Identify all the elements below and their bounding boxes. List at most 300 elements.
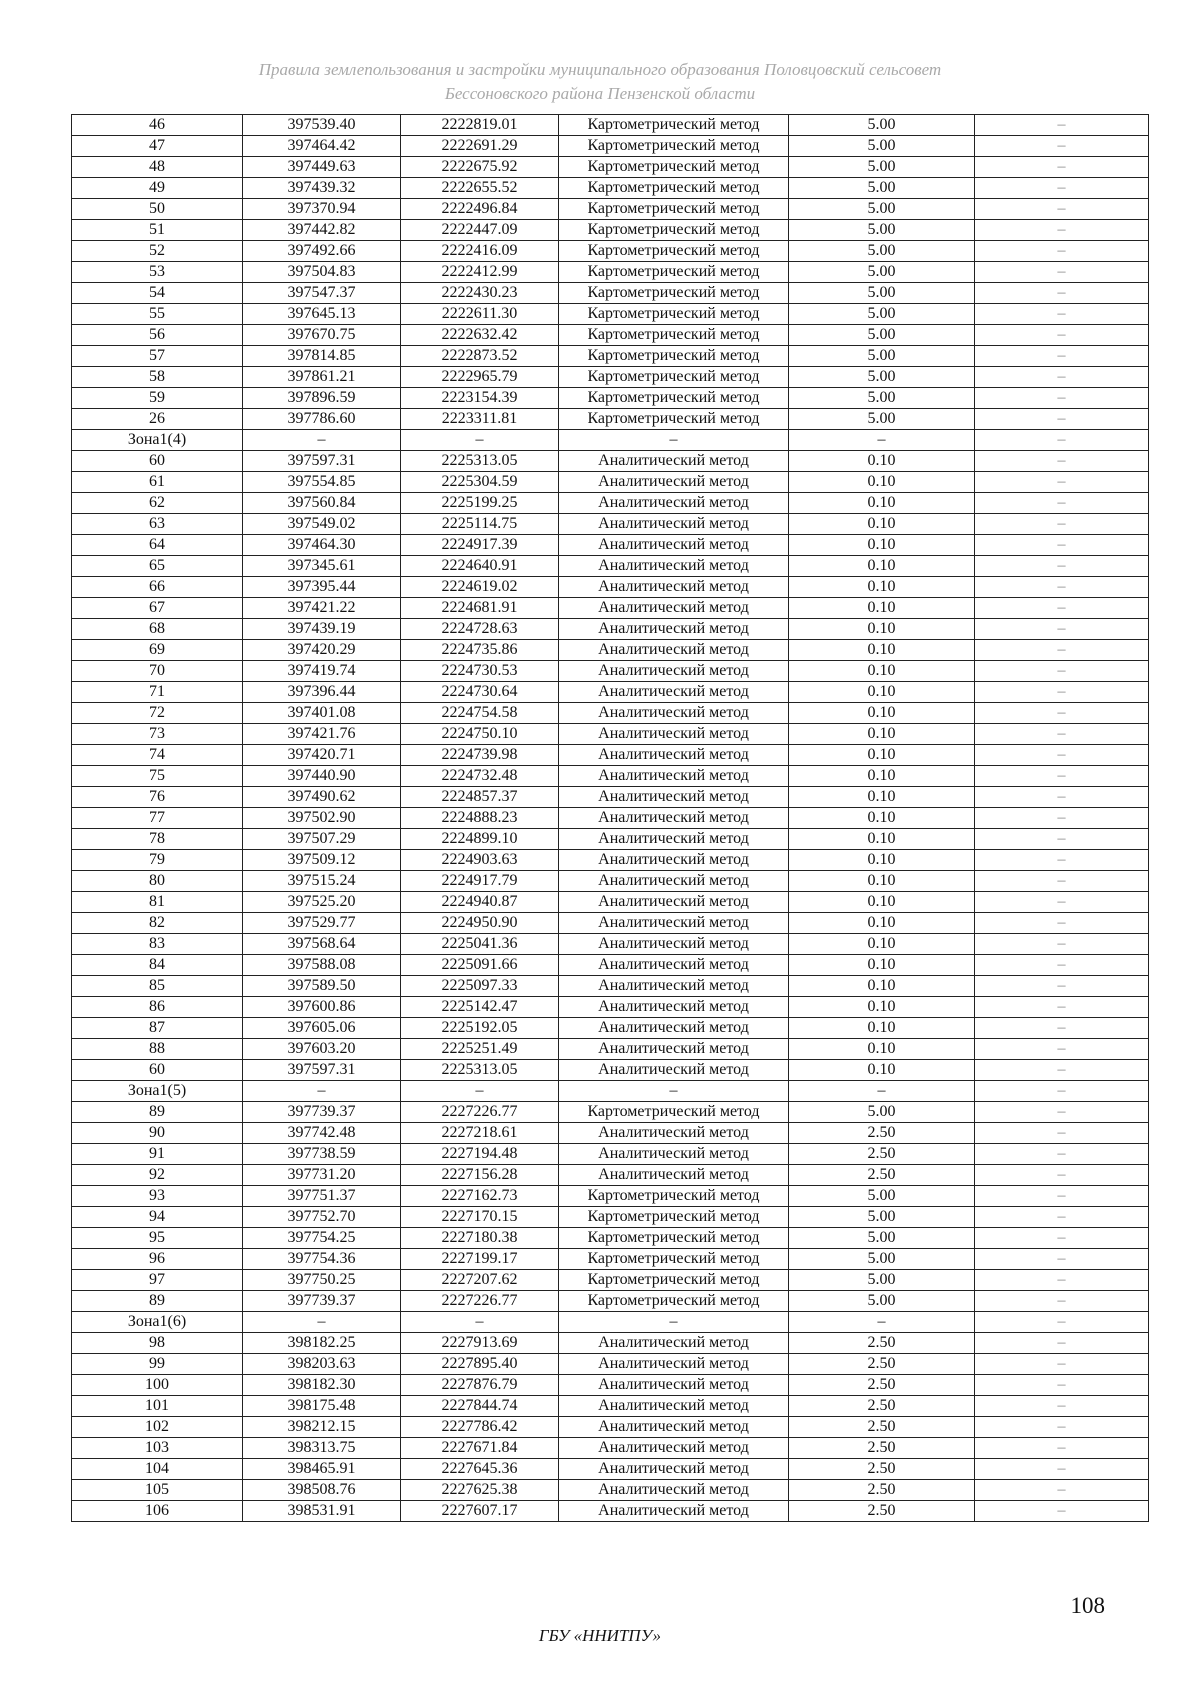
cell-accuracy: 0.10 [789, 745, 975, 766]
cell-x-coordinate: 397600.86 [243, 997, 401, 1018]
cell-method: Аналитический метод [559, 829, 789, 850]
cell-x-coordinate: 397502.90 [243, 808, 401, 829]
cell-note: – [975, 913, 1149, 934]
table-row [72, 367, 1149, 388]
table-row [72, 976, 1149, 997]
header-line-1: Правила землепользования и застройки муниципального образования Половцовский сельсовет [258, 60, 942, 79]
cell-method: Аналитический метод [559, 577, 789, 598]
cell-y-coordinate: 2222691.29 [401, 136, 559, 157]
cell-note: – [975, 388, 1149, 409]
table-row [72, 157, 1149, 178]
cell-note: – [975, 115, 1149, 136]
cell-x-coordinate: 397401.08 [243, 703, 401, 724]
cell-method: Аналитический метод [559, 766, 789, 787]
cell-accuracy: 5.00 [789, 346, 975, 367]
cell-note: – [975, 1270, 1149, 1291]
table-row [72, 1501, 1149, 1522]
cell-method: Аналитический метод [559, 871, 789, 892]
cell-note: – [975, 157, 1149, 178]
cell-y-coordinate: 2224730.53 [401, 661, 559, 682]
table-row [72, 640, 1149, 661]
cell-accuracy: 0.10 [789, 787, 975, 808]
cell-point-number: 53 [72, 262, 243, 283]
cell-note: – [975, 703, 1149, 724]
cell-method: Аналитический метод [559, 808, 789, 829]
cell-y-coordinate: 2224640.91 [401, 556, 559, 577]
table-row [72, 346, 1149, 367]
cell-note: – [975, 304, 1149, 325]
cell-x-coordinate: 397420.29 [243, 640, 401, 661]
cell-y-coordinate: 2225304.59 [401, 472, 559, 493]
cell-x-coordinate: – [243, 1312, 401, 1333]
cell-x-coordinate: 398175.48 [243, 1396, 401, 1417]
cell-method: Картометрический метод [559, 1249, 789, 1270]
cell-point-number: 91 [72, 1144, 243, 1165]
cell-note: – [975, 556, 1149, 577]
cell-x-coordinate: 397439.19 [243, 619, 401, 640]
cell-x-coordinate: 397420.71 [243, 745, 401, 766]
cell-x-coordinate: 397529.77 [243, 913, 401, 934]
cell-point-number: 48 [72, 157, 243, 178]
cell-method: Аналитический метод [559, 493, 789, 514]
cell-x-coordinate: 397395.44 [243, 577, 401, 598]
cell-point-number: 84 [72, 955, 243, 976]
cell-y-coordinate: 2225313.05 [401, 1060, 559, 1081]
cell-method: Картометрический метод [559, 1207, 789, 1228]
cell-note: – [975, 430, 1149, 451]
cell-x-coordinate: 397731.20 [243, 1165, 401, 1186]
cell-x-coordinate: 397554.85 [243, 472, 401, 493]
cell-method: Картометрический метод [559, 1186, 789, 1207]
cell-x-coordinate: 398465.91 [243, 1459, 401, 1480]
cell-accuracy: 0.10 [789, 808, 975, 829]
cell-method: Аналитический метод [559, 703, 789, 724]
cell-x-coordinate: 398508.76 [243, 1480, 401, 1501]
cell-x-coordinate: 397345.61 [243, 556, 401, 577]
cell-accuracy: 5.00 [789, 283, 975, 304]
cell-x-coordinate: 397515.24 [243, 871, 401, 892]
cell-point-number: 105 [72, 1480, 243, 1501]
cell-point-number: 78 [72, 829, 243, 850]
cell-x-coordinate: 397814.85 [243, 346, 401, 367]
cell-method: Аналитический метод [559, 745, 789, 766]
cell-x-coordinate: 397751.37 [243, 1186, 401, 1207]
cell-method: Аналитический метод [559, 934, 789, 955]
table-row [72, 136, 1149, 157]
cell-note: – [975, 514, 1149, 535]
table-row [72, 892, 1149, 913]
cell-point-number: 90 [72, 1123, 243, 1144]
cell-x-coordinate: 397786.60 [243, 409, 401, 430]
cell-y-coordinate: 2224750.10 [401, 724, 559, 745]
cell-point-number: 77 [72, 808, 243, 829]
cell-y-coordinate: 2222965.79 [401, 367, 559, 388]
cell-x-coordinate: 397507.29 [243, 829, 401, 850]
table-row [72, 1081, 1149, 1102]
cell-x-coordinate: 397754.36 [243, 1249, 401, 1270]
cell-y-coordinate: 2224732.48 [401, 766, 559, 787]
table-row [72, 178, 1149, 199]
cell-point-number: Зона1(4) [72, 430, 243, 451]
cell-method: Аналитический метод [559, 997, 789, 1018]
cell-note: – [975, 598, 1149, 619]
cell-accuracy: 5.00 [789, 1228, 975, 1249]
cell-note: – [975, 1312, 1149, 1333]
cell-accuracy: 0.10 [789, 661, 975, 682]
cell-accuracy: 5.00 [789, 388, 975, 409]
table-row [72, 850, 1149, 871]
cell-note: – [975, 934, 1149, 955]
cell-y-coordinate: 2227786.42 [401, 1417, 559, 1438]
cell-accuracy: 0.10 [789, 451, 975, 472]
cell-x-coordinate: 397370.94 [243, 199, 401, 220]
cell-note: – [975, 1123, 1149, 1144]
cell-point-number: Зона1(5) [72, 1081, 243, 1102]
cell-accuracy: 5.00 [789, 1186, 975, 1207]
cell-note: – [975, 640, 1149, 661]
cell-note: – [975, 1144, 1149, 1165]
cell-point-number: 76 [72, 787, 243, 808]
cell-y-coordinate: 2227671.84 [401, 1438, 559, 1459]
cell-point-number: 54 [72, 283, 243, 304]
cell-x-coordinate: 398531.91 [243, 1501, 401, 1522]
cell-x-coordinate: 398182.25 [243, 1333, 401, 1354]
table-row [72, 1123, 1149, 1144]
cell-point-number: 26 [72, 409, 243, 430]
cell-x-coordinate: 397752.70 [243, 1207, 401, 1228]
table-row [72, 262, 1149, 283]
cell-accuracy: 0.10 [789, 1060, 975, 1081]
cell-method: Аналитический метод [559, 787, 789, 808]
cell-note: – [975, 451, 1149, 472]
cell-note: – [975, 1207, 1149, 1228]
cell-x-coordinate: 398182.30 [243, 1375, 401, 1396]
cell-point-number: 74 [72, 745, 243, 766]
cell-point-number: 46 [72, 115, 243, 136]
cell-method: Аналитический метод [559, 850, 789, 871]
cell-accuracy: 2.50 [789, 1438, 975, 1459]
cell-y-coordinate: 2227226.77 [401, 1291, 559, 1312]
cell-y-coordinate: 2224730.64 [401, 682, 559, 703]
table-row [72, 766, 1149, 787]
cell-method: Аналитический метод [559, 976, 789, 997]
table-row [72, 577, 1149, 598]
cell-note: – [975, 283, 1149, 304]
table-row [72, 871, 1149, 892]
cell-point-number: 52 [72, 241, 243, 262]
cell-x-coordinate: 397861.21 [243, 367, 401, 388]
table-row [72, 493, 1149, 514]
cell-x-coordinate: 397440.90 [243, 766, 401, 787]
cell-accuracy: 0.10 [789, 1018, 975, 1039]
cell-method: Картометрический метод [559, 115, 789, 136]
cell-point-number: 57 [72, 346, 243, 367]
cell-method: Аналитический метод [559, 1123, 789, 1144]
table-row [72, 745, 1149, 766]
cell-y-coordinate: – [401, 430, 559, 451]
cell-point-number: 69 [72, 640, 243, 661]
cell-x-coordinate: 397896.59 [243, 388, 401, 409]
cell-point-number: 92 [72, 1165, 243, 1186]
cell-point-number: 81 [72, 892, 243, 913]
table-row [72, 724, 1149, 745]
cell-point-number: 83 [72, 934, 243, 955]
cell-accuracy: 0.10 [789, 514, 975, 535]
cell-accuracy: 0.10 [789, 829, 975, 850]
cell-point-number: 87 [72, 1018, 243, 1039]
table-row [72, 1396, 1149, 1417]
cell-note: – [975, 976, 1149, 997]
cell-method: Картометрический метод [559, 178, 789, 199]
cell-accuracy: 0.10 [789, 682, 975, 703]
cell-x-coordinate: 397589.50 [243, 976, 401, 997]
cell-y-coordinate: 2222447.09 [401, 220, 559, 241]
cell-accuracy: 0.10 [789, 1039, 975, 1060]
cell-x-coordinate: 397754.25 [243, 1228, 401, 1249]
cell-accuracy: 0.10 [789, 703, 975, 724]
cell-note: – [975, 766, 1149, 787]
cell-x-coordinate: 397547.37 [243, 283, 401, 304]
cell-method: Картометрический метод [559, 262, 789, 283]
cell-y-coordinate: 2225142.47 [401, 997, 559, 1018]
cell-y-coordinate: 2222873.52 [401, 346, 559, 367]
cell-accuracy: 0.10 [789, 472, 975, 493]
cell-point-number: 79 [72, 850, 243, 871]
cell-note: – [975, 661, 1149, 682]
cell-method: Картометрический метод [559, 241, 789, 262]
cell-x-coordinate: 397421.76 [243, 724, 401, 745]
table-row [72, 1144, 1149, 1165]
cell-accuracy: 2.50 [789, 1501, 975, 1522]
cell-method: Картометрический метод [559, 1270, 789, 1291]
cell-method: Аналитический метод [559, 640, 789, 661]
cell-method: Аналитический метод [559, 892, 789, 913]
cell-point-number: 65 [72, 556, 243, 577]
table-row [72, 1354, 1149, 1375]
cell-note: – [975, 997, 1149, 1018]
cell-accuracy: 5.00 [789, 1102, 975, 1123]
cell-method: Аналитический метод [559, 724, 789, 745]
cell-y-coordinate: 2222416.09 [401, 241, 559, 262]
cell-point-number: 95 [72, 1228, 243, 1249]
cell-x-coordinate: 397421.22 [243, 598, 401, 619]
cell-y-coordinate: 2227180.38 [401, 1228, 559, 1249]
cell-note: – [975, 1165, 1149, 1186]
table-row [72, 535, 1149, 556]
page-header [0, 58, 1200, 106]
table-row [72, 1186, 1149, 1207]
cell-y-coordinate: 2225097.33 [401, 976, 559, 997]
cell-x-coordinate: – [243, 1081, 401, 1102]
cell-accuracy: 5.00 [789, 1291, 975, 1312]
cell-point-number: 103 [72, 1438, 243, 1459]
cell-y-coordinate: 2225114.75 [401, 514, 559, 535]
cell-y-coordinate: 2224681.91 [401, 598, 559, 619]
table-row [72, 1060, 1149, 1081]
cell-method: Аналитический метод [559, 1144, 789, 1165]
cell-point-number: 50 [72, 199, 243, 220]
table-row [72, 1438, 1149, 1459]
cell-x-coordinate: 397490.62 [243, 787, 401, 808]
cell-point-number: 67 [72, 598, 243, 619]
cell-note: – [975, 262, 1149, 283]
table-row [72, 1417, 1149, 1438]
cell-point-number: 51 [72, 220, 243, 241]
cell-y-coordinate: 2224950.90 [401, 913, 559, 934]
cell-x-coordinate: 397464.42 [243, 136, 401, 157]
cell-accuracy: 2.50 [789, 1480, 975, 1501]
cell-y-coordinate: 2224735.86 [401, 640, 559, 661]
cell-point-number: 82 [72, 913, 243, 934]
cell-method: Картометрический метод [559, 1291, 789, 1312]
cell-accuracy: 0.10 [789, 934, 975, 955]
cell-method: Аналитический метод [559, 472, 789, 493]
cell-y-coordinate: 2224888.23 [401, 808, 559, 829]
cell-accuracy: 0.10 [789, 619, 975, 640]
cell-method: Аналитический метод [559, 1060, 789, 1081]
cell-y-coordinate: 2224899.10 [401, 829, 559, 850]
cell-point-number: 100 [72, 1375, 243, 1396]
cell-accuracy: 5.00 [789, 262, 975, 283]
cell-note: – [975, 346, 1149, 367]
cell-y-coordinate: 2222655.52 [401, 178, 559, 199]
cell-note: – [975, 1375, 1149, 1396]
cell-x-coordinate: 397588.08 [243, 955, 401, 976]
cell-note: – [975, 535, 1149, 556]
cell-point-number: 101 [72, 1396, 243, 1417]
cell-accuracy: 0.10 [789, 640, 975, 661]
cell-x-coordinate: 397539.40 [243, 115, 401, 136]
cell-point-number: 73 [72, 724, 243, 745]
table-row [72, 997, 1149, 1018]
table-row [72, 1249, 1149, 1270]
cell-point-number: Зона1(6) [72, 1312, 243, 1333]
cell-method: Аналитический метод [559, 1165, 789, 1186]
table-row [72, 787, 1149, 808]
cell-x-coordinate: – [243, 430, 401, 451]
cell-x-coordinate: 397597.31 [243, 1060, 401, 1081]
cell-x-coordinate: 397560.84 [243, 493, 401, 514]
coordinates-table-body [72, 115, 1149, 1522]
cell-accuracy: – [789, 1081, 975, 1102]
cell-method: Аналитический метод [559, 619, 789, 640]
cell-note: – [975, 1417, 1149, 1438]
cell-accuracy: 5.00 [789, 241, 975, 262]
cell-point-number: 70 [72, 661, 243, 682]
cell-x-coordinate: 397525.20 [243, 892, 401, 913]
cell-y-coordinate: 2227162.73 [401, 1186, 559, 1207]
table-row [72, 1207, 1149, 1228]
cell-method: Картометрический метод [559, 283, 789, 304]
table-row [72, 199, 1149, 220]
table-row [72, 451, 1149, 472]
cell-point-number: 85 [72, 976, 243, 997]
cell-accuracy: 0.10 [789, 997, 975, 1018]
cell-method: Аналитический метод [559, 1438, 789, 1459]
page-number: 108 [1070, 1593, 1105, 1618]
cell-accuracy: 5.00 [789, 157, 975, 178]
cell-x-coordinate: 397464.30 [243, 535, 401, 556]
cell-accuracy: 0.10 [789, 577, 975, 598]
cell-point-number: 68 [72, 619, 243, 640]
table-row [72, 598, 1149, 619]
cell-y-coordinate: 2227607.17 [401, 1501, 559, 1522]
cell-x-coordinate: 397738.59 [243, 1144, 401, 1165]
cell-x-coordinate: 397509.12 [243, 850, 401, 871]
cell-note: – [975, 1102, 1149, 1123]
cell-x-coordinate: 397597.31 [243, 451, 401, 472]
cell-y-coordinate: – [401, 1081, 559, 1102]
cell-y-coordinate: 2225313.05 [401, 451, 559, 472]
cell-x-coordinate: 397449.63 [243, 157, 401, 178]
cell-note: – [975, 1228, 1149, 1249]
cell-method: Аналитический метод [559, 535, 789, 556]
cell-y-coordinate: 2225041.36 [401, 934, 559, 955]
cell-note: – [975, 1480, 1149, 1501]
table-row [72, 934, 1149, 955]
cell-y-coordinate: 2227625.38 [401, 1480, 559, 1501]
cell-y-coordinate: 2222611.30 [401, 304, 559, 325]
cell-method: Аналитический метод [559, 913, 789, 934]
cell-accuracy: 5.00 [789, 178, 975, 199]
cell-y-coordinate: 2225091.66 [401, 955, 559, 976]
cell-x-coordinate: 397504.83 [243, 262, 401, 283]
cell-method: Аналитический метод [559, 1018, 789, 1039]
cell-point-number: 99 [72, 1354, 243, 1375]
cell-note: – [975, 1060, 1149, 1081]
cell-point-number: 96 [72, 1249, 243, 1270]
cell-accuracy: 0.10 [789, 913, 975, 934]
cell-accuracy: 0.10 [789, 724, 975, 745]
cell-accuracy: 0.10 [789, 535, 975, 556]
cell-note: – [975, 136, 1149, 157]
cell-x-coordinate: 397605.06 [243, 1018, 401, 1039]
table-row [72, 661, 1149, 682]
cell-method: Картометрический метод [559, 367, 789, 388]
cell-y-coordinate: – [401, 1312, 559, 1333]
cell-note: – [975, 829, 1149, 850]
table-row [72, 1270, 1149, 1291]
table-row [72, 1480, 1149, 1501]
cell-accuracy: 2.50 [789, 1333, 975, 1354]
cell-accuracy: 5.00 [789, 409, 975, 430]
cell-y-coordinate: 2225251.49 [401, 1039, 559, 1060]
cell-y-coordinate: 2224917.39 [401, 535, 559, 556]
cell-method: Аналитический метод [559, 1396, 789, 1417]
cell-note: – [975, 682, 1149, 703]
cell-point-number: 61 [72, 472, 243, 493]
table-row [72, 682, 1149, 703]
cell-note: – [975, 409, 1149, 430]
cell-method: Картометрический метод [559, 136, 789, 157]
table-row [72, 1459, 1149, 1480]
cell-accuracy: – [789, 1312, 975, 1333]
cell-point-number: 59 [72, 388, 243, 409]
cell-x-coordinate: 398203.63 [243, 1354, 401, 1375]
cell-y-coordinate: 2227218.61 [401, 1123, 559, 1144]
cell-method: Картометрический метод [559, 346, 789, 367]
cell-note: – [975, 220, 1149, 241]
table-row [72, 1018, 1149, 1039]
cell-method: Картометрический метод [559, 157, 789, 178]
cell-note: – [975, 871, 1149, 892]
table-row [72, 283, 1149, 304]
cell-note: – [975, 1039, 1149, 1060]
cell-y-coordinate: 2224917.79 [401, 871, 559, 892]
cell-note: – [975, 1459, 1149, 1480]
cell-y-coordinate: 2222819.01 [401, 115, 559, 136]
cell-method: Картометрический метод [559, 1228, 789, 1249]
